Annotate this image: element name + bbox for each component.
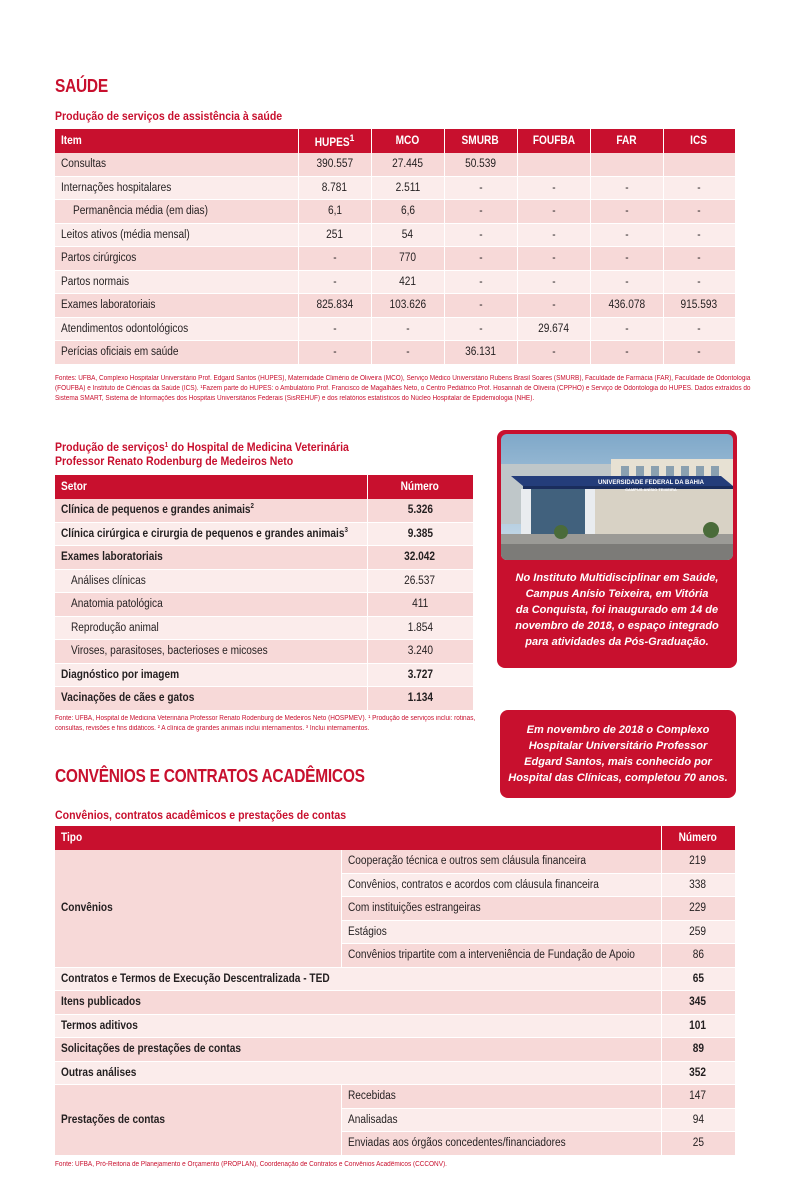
table-cell: 6,6 bbox=[371, 200, 444, 224]
campus-photo bbox=[501, 434, 733, 560]
row-label: Convênios tripartite com a interveniência de Fundação de Apoio bbox=[341, 944, 661, 968]
table-cell: - bbox=[517, 270, 590, 294]
group-label-prestacoes: Prestações de contas bbox=[55, 1085, 341, 1156]
convenios-header-row bbox=[55, 826, 735, 850]
row-label: Viroses, parasitoses, bacterioses e micoses bbox=[55, 640, 367, 664]
section-title-saude: SAÚDE bbox=[55, 76, 108, 96]
section-title-convenios: CONVÊNIOS E CONTRATOS ACADÊMICOS bbox=[55, 766, 365, 786]
table-cell: - bbox=[371, 341, 444, 365]
row-label: Reprodução animal bbox=[55, 616, 367, 640]
table-row bbox=[55, 1085, 735, 1109]
table-row bbox=[55, 499, 473, 523]
table-cell: 411 bbox=[367, 593, 473, 617]
table-row bbox=[55, 967, 735, 991]
table-cell: - bbox=[590, 223, 663, 247]
table-cell: 219 bbox=[661, 850, 735, 874]
table-row bbox=[55, 1014, 735, 1038]
col-header-item: Item bbox=[55, 129, 298, 153]
col-header-numero: Número bbox=[367, 475, 473, 499]
table-row bbox=[55, 200, 735, 224]
saude-source-note: Fontes: UFBA, Complexo Hospitalar Universitário Prof. Edgard Santos (HUPES), Maternidade Climério de Oliveira (MCO), Serviço Médico Universitário Rubens Brasil Soares (SMURB), Faculdade de Farmácia (FAR), Faculdade de Odontologia (FOUFBA) e Instituto de Ciências da Saúde (ICS). ¹Fazem parte do HUPES: o Ambulatório Prof. Francisco de Magalhães Neto, o Centro Pediátrico Prof. Hosannah de Oliveira (CPPHO) e Serviço de Odontologia do HUPES. Dados extraídos do Sistema SMART, Sistema de Informações dos Hospitais Universitários Federais (SisREHUF) e dos relatórios estatísticos do Núcleo Hospitalar de Epidemiologia (NHE). bbox=[55, 375, 751, 402]
table-cell: - bbox=[663, 176, 735, 200]
col-header-setor: Setor bbox=[55, 475, 367, 499]
table-cell: - bbox=[517, 200, 590, 224]
table-cell: 6,1 bbox=[298, 200, 371, 224]
table-cell: - bbox=[517, 176, 590, 200]
row-label: Itens publicados bbox=[55, 991, 661, 1015]
row-label: Outras análises bbox=[55, 1061, 661, 1085]
table-cell: 259 bbox=[661, 920, 735, 944]
table-cell: - bbox=[298, 270, 371, 294]
campus-sign: UNIVERSIDADE FEDERAL DA BAHIA CAMPUS ANÍSIO TEIXEIRA bbox=[597, 480, 704, 492]
table-row bbox=[55, 522, 473, 546]
row-label: Termos aditivos bbox=[55, 1014, 661, 1038]
vet-header-row bbox=[55, 475, 473, 499]
table-cell: - bbox=[444, 317, 517, 341]
table-cell: 32.042 bbox=[367, 546, 473, 570]
table-cell: - bbox=[444, 247, 517, 271]
table-cell: 3.727 bbox=[367, 663, 473, 687]
row-label: Exames laboratoriais bbox=[55, 294, 298, 318]
table-cell: 94 bbox=[661, 1108, 735, 1132]
table-cell: - bbox=[590, 200, 663, 224]
table-cell: 390.557 bbox=[298, 153, 371, 177]
table-row bbox=[55, 569, 473, 593]
table-cell: - bbox=[590, 270, 663, 294]
row-label: Partos cirúrgicos bbox=[55, 247, 298, 271]
table-cell: - bbox=[444, 294, 517, 318]
table-cell: 8.781 bbox=[298, 176, 371, 200]
table-cell: 65 bbox=[661, 967, 735, 991]
row-label: Clínica de pequenos e grandes animais$^2$ bbox=[55, 499, 367, 523]
table-cell: 1.134 bbox=[367, 687, 473, 711]
table-row bbox=[55, 687, 473, 711]
table-cell: - bbox=[298, 247, 371, 271]
row-label: Exames laboratoriais bbox=[55, 546, 367, 570]
row-label: Cooperação técnica e outros sem cláusula financeira bbox=[341, 850, 661, 874]
table-cell bbox=[590, 153, 663, 177]
vet-source-note: Fonte: UFBA, Hospital de Medicina Veterinária Professor Renato Rodenburg de Medeiros Neto (HOSPMEV). ¹ Produção de serviços inclui: rotinas, consultas, revisões e fins didáticos. ² A clínica de grandes animais inclui internamentos. ³ Inclui internamentos. bbox=[55, 715, 476, 732]
table-cell: 103.626 bbox=[371, 294, 444, 318]
table-cell: - bbox=[517, 294, 590, 318]
row-label: Recebidas bbox=[341, 1085, 661, 1109]
table-cell: 421 bbox=[371, 270, 444, 294]
table-cell: 915.593 bbox=[663, 294, 735, 318]
table-row bbox=[55, 546, 473, 570]
col-header-hupes: HUPES$^1$ bbox=[298, 129, 371, 153]
table-row bbox=[55, 991, 735, 1015]
table-cell: 352 bbox=[661, 1061, 735, 1085]
table-cell bbox=[663, 153, 735, 177]
row-label: Solicitações de prestações de contas bbox=[55, 1038, 661, 1062]
row-label: Atendimentos odontológicos bbox=[55, 317, 298, 341]
photo-caption: No Instituto Multidisciplinar em Saúde, Campus Anísio Teixeira, em Vitória da Conquista, foi inaugurado em 14 de novembro de 2018, o espaço integrado para atividades da Pós-Graduação. bbox=[515, 572, 719, 648]
table-cell: - bbox=[517, 247, 590, 271]
table-cell: - bbox=[444, 176, 517, 200]
table-cell: - bbox=[444, 200, 517, 224]
vet-table-title: Produção de serviços$^1$ do Hospital de Medicina Veterinária Professor Renato Rodenburg de Medeiros Neto bbox=[55, 440, 349, 468]
table-row bbox=[55, 593, 473, 617]
table-cell: 251 bbox=[298, 223, 371, 247]
table-cell: 27.445 bbox=[371, 153, 444, 177]
row-label: Clínica cirúrgica e cirurgia de pequenos e grandes animais$^3$ bbox=[55, 522, 367, 546]
campus-building-image bbox=[501, 434, 733, 560]
col-header-foufba: FOUFBA bbox=[517, 129, 590, 153]
table-cell: - bbox=[371, 317, 444, 341]
table-cell: 5.326 bbox=[367, 499, 473, 523]
convenios-table-title: Convênios, contratos acadêmicos e prestações de contas bbox=[55, 808, 347, 822]
vet-table bbox=[55, 475, 474, 711]
table-cell: - bbox=[590, 176, 663, 200]
table-cell: 50.539 bbox=[444, 153, 517, 177]
table-cell: - bbox=[590, 317, 663, 341]
table-row bbox=[55, 616, 473, 640]
row-label: Anatomia patológica bbox=[55, 593, 367, 617]
table-cell: 29.674 bbox=[517, 317, 590, 341]
table-row bbox=[55, 270, 735, 294]
table-row bbox=[55, 153, 735, 177]
hospital-anniversary-box: Em novembro de 2018 o Complexo Hospitalar Universitário Professor Edgard Santos, mais conhecido por Hospital das Clínicas, completou 70 anos. bbox=[500, 710, 736, 798]
table-cell: 345 bbox=[661, 991, 735, 1015]
table-row bbox=[55, 1038, 735, 1062]
col-header-tipo: Tipo bbox=[55, 826, 661, 850]
table-cell: - bbox=[663, 247, 735, 271]
table-cell: 54 bbox=[371, 223, 444, 247]
table-cell: - bbox=[663, 223, 735, 247]
table-row bbox=[55, 223, 735, 247]
table-row bbox=[55, 294, 735, 318]
row-label: Análises clínicas bbox=[55, 569, 367, 593]
row-label: Internações hospitalares bbox=[55, 176, 298, 200]
photo-caption-box bbox=[497, 430, 737, 668]
row-label: Enviadas aos órgãos concedentes/financiadores bbox=[341, 1132, 661, 1156]
table-row bbox=[55, 640, 473, 664]
table-cell: - bbox=[298, 317, 371, 341]
table-cell: 229 bbox=[661, 897, 735, 921]
table-row bbox=[55, 176, 735, 200]
row-label: Partos normais bbox=[55, 270, 298, 294]
table-cell: - bbox=[517, 341, 590, 365]
table-row bbox=[55, 663, 473, 687]
saude-table-title: Produção de serviços de assistência à saúde bbox=[55, 109, 283, 123]
table-cell: 436.078 bbox=[590, 294, 663, 318]
row-label: Permanência média (em dias) bbox=[55, 200, 298, 224]
table-cell: 9.385 bbox=[367, 522, 473, 546]
row-label: Consultas bbox=[55, 153, 298, 177]
row-label: Contratos e Termos de Execução Descentralizada - TED bbox=[55, 967, 661, 991]
table-cell: - bbox=[590, 247, 663, 271]
row-label: Diagnóstico por imagem bbox=[55, 663, 367, 687]
table-cell: 338 bbox=[661, 873, 735, 897]
col-header-far: FAR bbox=[590, 129, 663, 153]
row-label: Leitos ativos (média mensal) bbox=[55, 223, 298, 247]
table-cell: - bbox=[517, 223, 590, 247]
table-cell: - bbox=[663, 341, 735, 365]
row-label: Convênios, contratos e acordos com cláusula financeira bbox=[341, 873, 661, 897]
table-cell: - bbox=[298, 341, 371, 365]
table-row bbox=[55, 341, 735, 365]
table-cell: 3.240 bbox=[367, 640, 473, 664]
col-header-mco: MCO bbox=[371, 129, 444, 153]
col-header-numero: Número bbox=[661, 826, 735, 850]
table-row bbox=[55, 1061, 735, 1085]
table-row bbox=[55, 247, 735, 271]
row-label: Vacinações de cães e gatos bbox=[55, 687, 367, 711]
table-cell: 26.537 bbox=[367, 569, 473, 593]
table-cell: 2.511 bbox=[371, 176, 444, 200]
table-cell: 770 bbox=[371, 247, 444, 271]
col-header-ics: ICS bbox=[663, 129, 735, 153]
group-label-convenios: Convênios bbox=[55, 850, 341, 968]
table-cell: - bbox=[444, 270, 517, 294]
table-cell: 89 bbox=[661, 1038, 735, 1062]
table-cell bbox=[517, 153, 590, 177]
table-cell: 101 bbox=[661, 1014, 735, 1038]
table-cell: - bbox=[590, 341, 663, 365]
table-cell: - bbox=[663, 317, 735, 341]
convenios-source-note: Fonte: UFBA, Pró-Reitoria de Planejamento e Orçamento (PROPLAN), Coordenação de Contratos e Convênios Acadêmicos (CCCONV). bbox=[55, 1161, 447, 1168]
table-cell: 86 bbox=[661, 944, 735, 968]
col-header-smurb: SMURB bbox=[444, 129, 517, 153]
table-cell: - bbox=[663, 270, 735, 294]
table-cell: 25 bbox=[661, 1132, 735, 1156]
saude-header-row bbox=[55, 129, 735, 153]
row-label: Perícias oficiais em saúde bbox=[55, 341, 298, 365]
table-row bbox=[55, 850, 735, 874]
row-label: Com instituições estrangeiras bbox=[341, 897, 661, 921]
table-cell: 825.834 bbox=[298, 294, 371, 318]
table-cell: 36.131 bbox=[444, 341, 517, 365]
table-cell: 1.854 bbox=[367, 616, 473, 640]
convenios-table bbox=[55, 826, 736, 1156]
table-cell: - bbox=[444, 223, 517, 247]
table-row bbox=[55, 317, 735, 341]
saude-table bbox=[55, 129, 736, 365]
row-label: Analisadas bbox=[341, 1108, 661, 1132]
table-cell: 147 bbox=[661, 1085, 735, 1109]
row-label: Estágios bbox=[341, 920, 661, 944]
table-cell: - bbox=[663, 200, 735, 224]
